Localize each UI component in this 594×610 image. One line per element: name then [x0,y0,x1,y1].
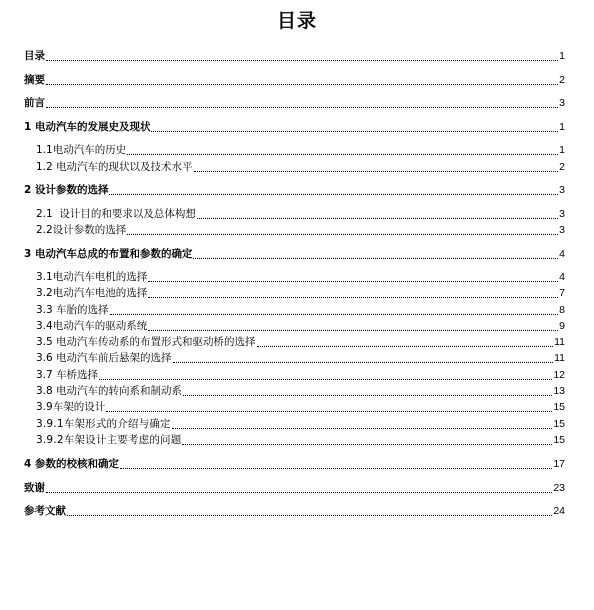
dot-leader [46,106,558,108]
toc-entry-label: 4 参数的校核和确定 [24,458,119,470]
toc-entry[interactable] [36,303,565,318]
dot-leader [110,313,559,315]
dot-leader [127,233,558,235]
toc-entry-page: 4 [559,271,565,283]
toc-entry[interactable] [24,120,565,135]
toc-entry-label: 目录 [24,50,45,62]
toc-entry-page: 2 [559,161,565,173]
toc-entry[interactable] [36,207,565,222]
toc-entry-page: 7 [559,287,565,299]
toc-entry-page: 3 [559,97,565,109]
dot-leader [173,361,554,363]
toc-entry-page: 23 [553,482,565,494]
toc-entry[interactable] [36,319,565,334]
toc-entry-page: 1 [559,121,565,133]
dot-leader [99,378,552,380]
toc-entry[interactable] [24,481,565,496]
toc-entry-page: 1 [559,144,565,156]
toc-entry-label: 2.1 设计目的和要求以及总体构想 [36,208,196,220]
toc-entry-page: 9 [559,320,565,332]
toc-entry-label: 3.8 电动汽车的转向系和制动系 [36,385,183,397]
toc-entry-page: 3 [559,224,565,236]
toc-entry[interactable] [36,223,565,238]
toc-entry[interactable] [36,160,565,175]
toc-entry-label: 3.5 电动汽车传动系的布置形式和驱动桥的选择 [36,336,256,348]
toc-entry-label: 3.4电动汽车的驱动系统 [36,320,148,332]
toc-entry-label: 前言 [24,97,45,109]
toc-entry[interactable] [24,247,565,262]
toc-entry-label: 1.2 电动汽车的现状以及技术水平 [36,161,193,173]
toc-entry-label: 3.7 车桥选择 [36,369,99,381]
dot-leader [106,410,552,412]
toc-entry-page: 15 [553,401,565,413]
toc-entry-label: 3 电动汽车总成的布置和参数的确定 [24,248,193,260]
toc-entry[interactable] [36,368,565,383]
toc-entry[interactable] [36,351,565,366]
toc-entry-label: 3.9.2车架设计主要考虑的问题 [36,434,182,446]
toc-entry[interactable] [24,457,565,472]
dot-leader [148,329,558,331]
toc-entry-page: 11 [554,352,565,364]
toc-entry[interactable] [36,286,565,301]
dot-leader [148,296,558,298]
toc-entry-label: 2 设计参数的选择 [24,184,109,196]
toc-entry[interactable] [24,73,565,88]
toc-entry-page: 1 [559,50,565,62]
dot-leader [194,170,559,172]
dot-leader [197,217,558,219]
dot-leader [183,394,552,396]
toc-entry[interactable] [24,96,565,111]
toc-entry-label: 3.3 车胎的选择 [36,304,109,316]
toc-entry-page: 15 [553,434,565,446]
dot-leader [193,257,558,259]
toc-entry-page: 3 [559,208,565,220]
toc-entry[interactable] [36,143,565,158]
toc-entry-label: 参考文献 [24,505,66,517]
toc-entry-label: 3.2电动汽车电池的选择 [36,287,148,299]
page-title: 目录 [276,10,317,32]
toc-entry-label: 3.1电动汽车电机的选择 [36,271,148,283]
toc-entry-page: 12 [553,369,565,381]
toc-entry-page: 2 [559,74,565,86]
toc-entry-label: 致谢 [24,482,45,494]
toc-entry-label: 1 电动汽车的发展史及现状 [24,121,151,133]
dot-leader [257,345,554,347]
dot-leader [172,427,553,429]
dot-leader [120,467,552,469]
toc-entry[interactable] [24,183,565,198]
toc-entry-page: 24 [553,505,565,517]
toc-entry[interactable] [24,504,565,519]
toc-entry-page: 8 [559,304,565,316]
dot-leader [151,130,558,132]
dot-leader [127,153,558,155]
toc-entry[interactable] [36,400,565,415]
toc-entry[interactable] [36,384,565,399]
toc-entry-page: 11 [554,336,565,348]
dot-leader [148,280,558,282]
toc-entry-label: 3.9.1车架形式的介绍与确定 [36,418,171,430]
dot-leader [67,514,552,516]
toc-entry[interactable] [36,417,565,432]
dot-leader [46,83,558,85]
toc-entry[interactable] [36,270,565,285]
toc-entry-label: 2.2设计参数的选择 [36,224,127,236]
toc-entry-label: 3.9车架的设计 [36,401,106,413]
toc-entry[interactable] [24,49,565,64]
toc-entry-label: 3.6 电动汽车前后悬架的选择 [36,352,172,364]
toc-entry-label: 1.1电动汽车的历史 [36,144,127,156]
toc-entry-page: 17 [553,458,565,470]
toc-entry[interactable] [36,335,565,350]
dot-leader [182,443,552,445]
toc-entry[interactable] [36,433,565,448]
toc-entry-page: 4 [559,248,565,260]
toc-entry-page: 13 [553,385,565,397]
dot-leader [46,59,558,61]
dot-leader [109,193,558,195]
toc-entry-label: 摘要 [24,74,45,86]
toc-entry-page: 3 [559,184,565,196]
dot-leader [46,491,552,493]
toc-entry-page: 15 [553,418,565,430]
